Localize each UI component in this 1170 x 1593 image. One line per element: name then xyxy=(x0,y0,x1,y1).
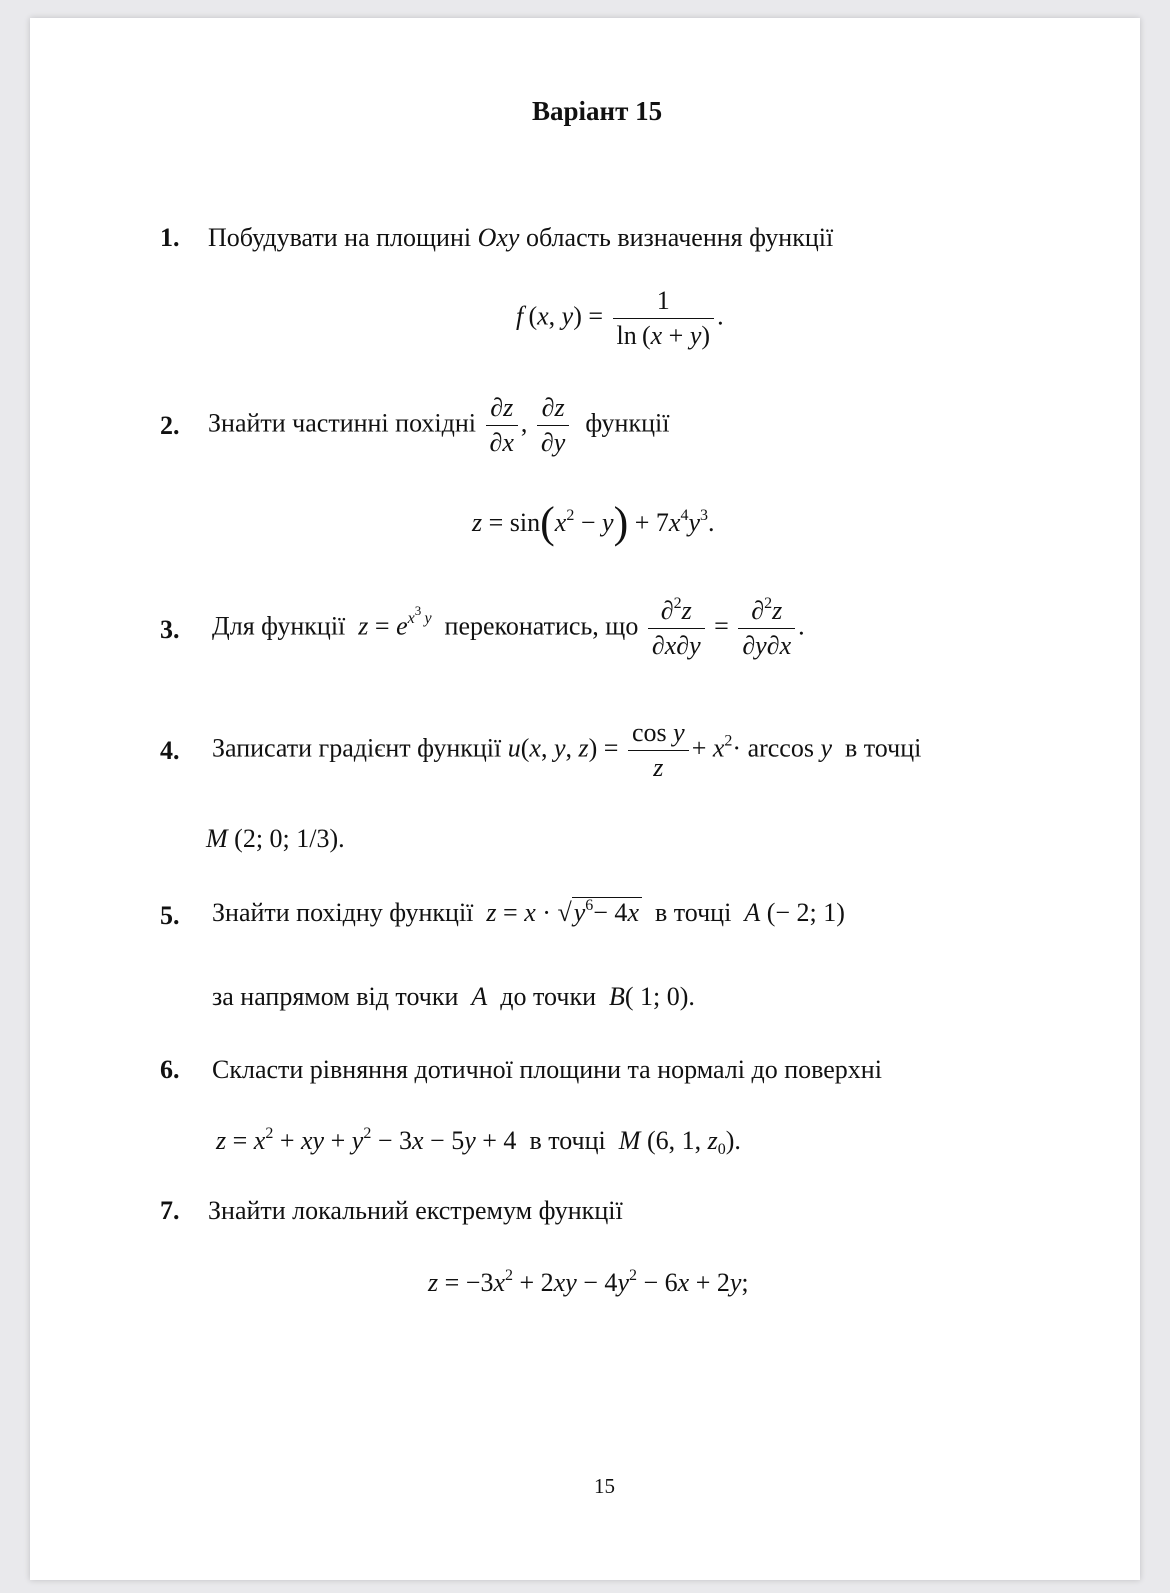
task-5-number: 5. xyxy=(160,901,180,930)
task-6-number: 6. xyxy=(160,1055,180,1084)
task-3-number: 3. xyxy=(160,615,180,644)
document-page xyxy=(30,18,1140,1580)
task-3-text: Для функції $z = e^{x^3 y}$ переконатись, що $\frac{\partial^2z}{\partial x\partial y}$ = $\frac{\partial^2z}{\partial y\partial x}$ . xyxy=(212,595,805,660)
task-1-formula: f (x, y) = $\frac{1}{\ln (x + y)}$ . xyxy=(516,286,724,350)
task-2-number: 2. xyxy=(160,411,180,440)
task-1-number: 1. xyxy=(160,223,180,252)
task-5-text: Знайти похідну функції $z = x \cdot √y^6- 4x$ в точці A (− 2; 1) xyxy=(212,897,845,927)
task-2-formula: $z = \sin(x^2 - y) + 7x^4y^3$. xyxy=(472,498,715,547)
task-4-text: Записати градієнт функції u(x, y, z) = $\frac{\text{cos y}}{z}$ + $x^2\cdot \arccos y$ в точці xyxy=(212,718,922,782)
task-6-text: Скласти рівняння дотичної площини та нормалі до поверхні xyxy=(212,1055,882,1084)
task-5-direction: за напрямом від точки A до точки B( 1; 0). xyxy=(212,982,695,1011)
page-number: 15 xyxy=(594,1474,615,1498)
task-4-point: M (2; 0; 1/3). xyxy=(206,824,345,853)
page-title: Варіант 15 xyxy=(532,96,663,126)
task-7-number: 7. xyxy=(160,1196,180,1225)
task-7-text: Знайти локальний екстремум функції xyxy=(208,1196,623,1225)
task-2-text: Знайти частинні похідні $\frac{\partial z}{\partial x}$ , $\frac{\partial z}{\partial y}$ функції xyxy=(208,393,670,457)
task-7-formula: $z = -3x^2 + 2xy - 4y^2 - 6x + 2y$; xyxy=(428,1267,749,1297)
task-4-number: 4. xyxy=(160,736,180,765)
task-6-formula: $z = x^2$ + xy + $y^2 - 3x - 5y + 4$ в точці M (6, 1, $z_0$). xyxy=(216,1125,741,1158)
task-1-text: Побудувати на площині Oxy область визначення функції xyxy=(208,223,834,252)
